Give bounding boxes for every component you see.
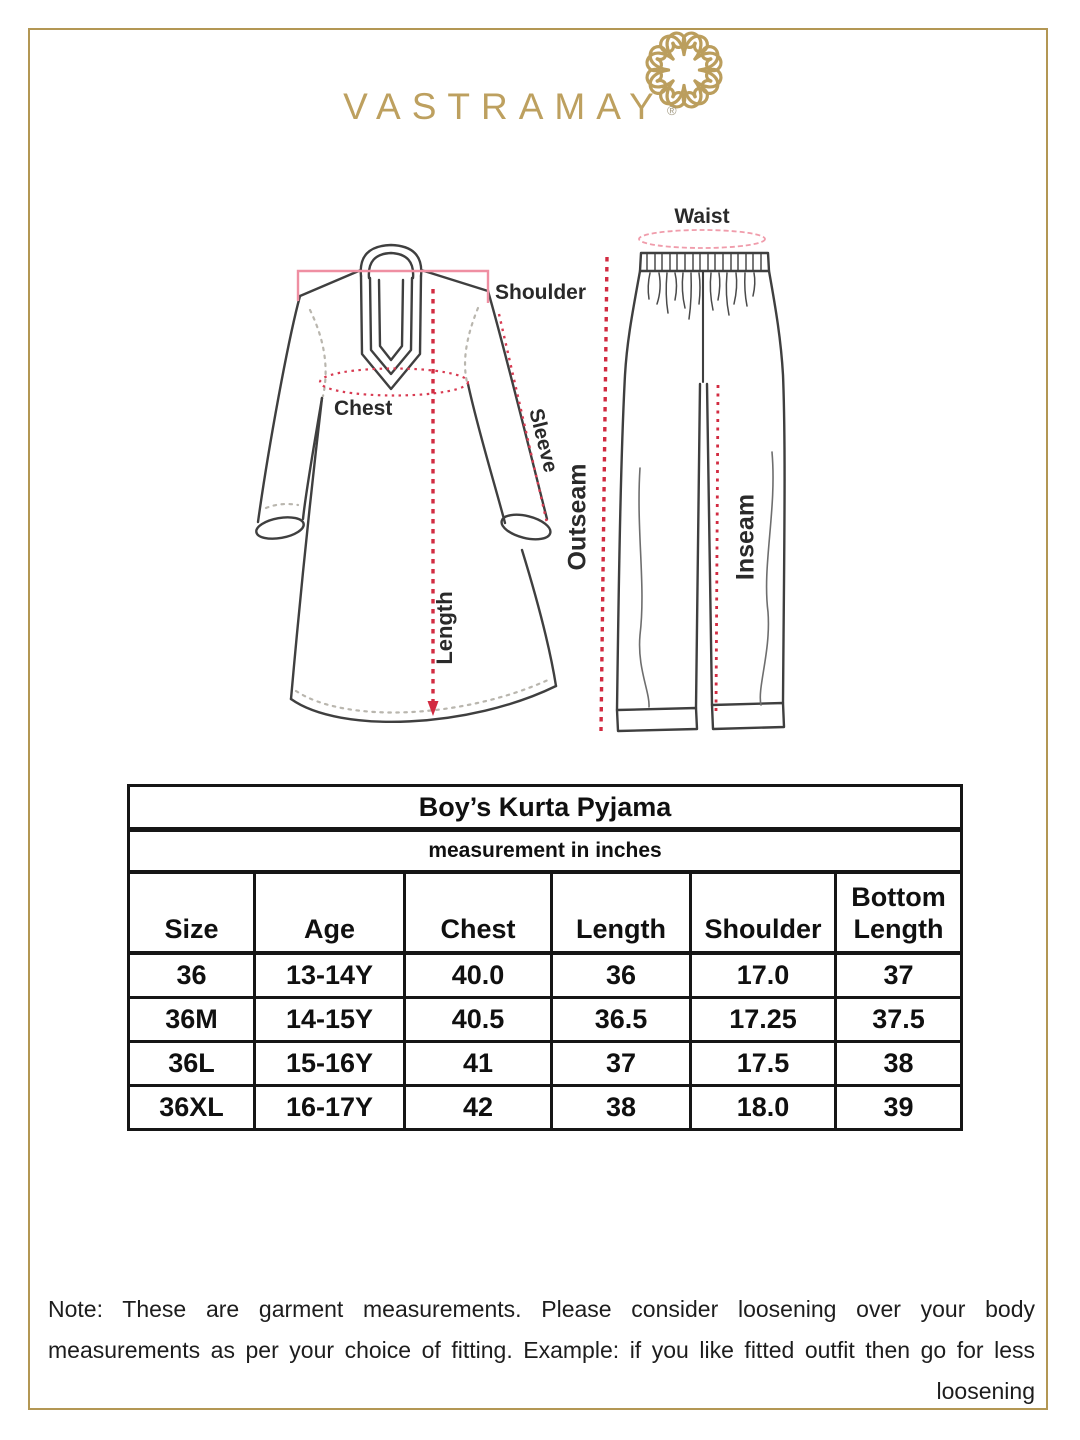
col-header-shoulder: Shoulder (691, 872, 836, 953)
table-row (129, 1086, 962, 1130)
col-header-size: Size (129, 872, 255, 953)
col-header-bottom-length: Bottom Length (836, 872, 962, 953)
cell-length: 37 (552, 1042, 691, 1086)
label-sleeve: Sleeve (524, 406, 563, 475)
label-chest: Chest (334, 397, 393, 420)
col-header-age: Age (255, 872, 405, 953)
label-length: Length (432, 591, 457, 665)
cell-size: 36M (129, 998, 255, 1042)
table-subtitle: measurement in inches (129, 830, 962, 873)
kurta-sketch (255, 245, 556, 722)
cell-shoulder: 17.25 (691, 998, 836, 1042)
cell-bottom-length: 39 (836, 1086, 962, 1130)
table-row (129, 1042, 962, 1086)
col-header-length: Length (552, 872, 691, 953)
table-title: Boy’s Kurta Pyjama (129, 786, 962, 830)
table-row (129, 998, 962, 1042)
registered-trademark-icon: ® (667, 103, 677, 118)
cell-size: 36 (129, 953, 255, 998)
measurement-marks (298, 230, 765, 731)
cell-bottom-length: 37 (836, 953, 962, 998)
col-header-chest: Chest (405, 872, 552, 953)
label-inseam: Inseam (731, 493, 760, 581)
table-row (129, 953, 962, 998)
brand-logo-text: VASTRAMAY (343, 86, 665, 127)
cell-length: 38 (552, 1086, 691, 1130)
size-chart-table (127, 784, 963, 1131)
cell-age: 15-16Y (255, 1042, 405, 1086)
cell-chest: 40.5 (405, 998, 552, 1042)
pyjama-sketch (617, 253, 785, 731)
cell-age: 16-17Y (255, 1086, 405, 1130)
cell-chest: 42 (405, 1086, 552, 1130)
cell-size: 36L (129, 1042, 255, 1086)
cell-shoulder: 17.0 (691, 953, 836, 998)
cell-length: 36 (552, 953, 691, 998)
cell-length: 36.5 (552, 998, 691, 1042)
cell-bottom-length: 38 (836, 1042, 962, 1086)
cell-chest: 40.0 (405, 953, 552, 998)
cell-bottom-length: 37.5 (836, 998, 962, 1042)
label-waist: Waist (674, 205, 730, 228)
label-outseam: Outseam (563, 463, 592, 571)
cell-age: 14-15Y (255, 998, 405, 1042)
cell-chest: 41 (405, 1042, 552, 1086)
cell-shoulder: 17.5 (691, 1042, 836, 1086)
cell-shoulder: 18.0 (691, 1086, 836, 1130)
cell-size: 36XL (129, 1086, 255, 1130)
note-text: Note: These are garment measurements. Please consider loosening over your body measurements as per your choice of fitting. Example: if you like fitted outfit then go for less loosening (48, 1296, 1035, 1404)
label-shoulder: Shoulder (495, 281, 587, 304)
cell-age: 13-14Y (255, 953, 405, 998)
